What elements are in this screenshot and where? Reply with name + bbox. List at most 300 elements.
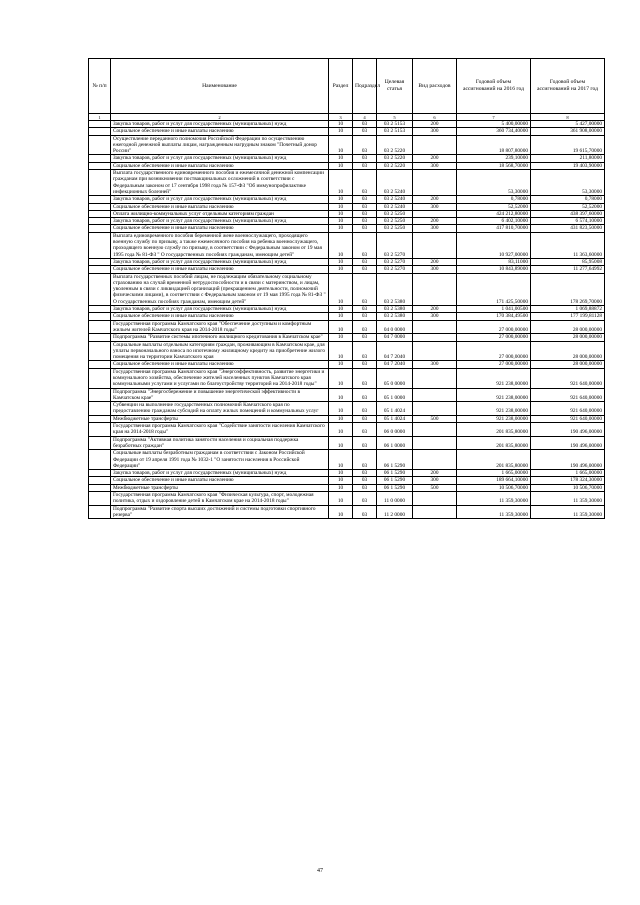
row-expense-type-cell (413, 423, 457, 437)
row-amount-2016-cell: 52,52000 (457, 203, 531, 210)
row-expense-type-cell (413, 402, 457, 416)
row-section-cell: 10 (329, 320, 353, 334)
row-number-cell (89, 135, 111, 155)
row-subsection-cell: 03 (353, 484, 377, 491)
table-row (89, 128, 605, 135)
row-article-cell: 03 2 5220 (377, 155, 413, 162)
row-article-cell: 03 2 5220 (377, 162, 413, 169)
row-subsection-cell: 03 (353, 415, 377, 422)
row-number-cell (89, 436, 111, 450)
row-expense-type-cell: 300 (413, 225, 457, 232)
row-article-cell: 06 1 5290 (377, 450, 413, 470)
column-number: 5 (377, 114, 413, 121)
row-article-cell: 04 7 0000 (377, 334, 413, 341)
row-expense-type-cell: 300 (413, 313, 457, 320)
row-expense-type-cell: 200 (413, 155, 457, 162)
row-number-cell (89, 320, 111, 334)
row-amount-2016-cell: 171 425,50000 (457, 273, 531, 305)
row-section-cell: 10 (329, 477, 353, 484)
row-article-cell: 03 2 5220 (377, 135, 413, 155)
row-article-cell: 03 2 5270 (377, 266, 413, 273)
row-section-cell: 10 (329, 492, 353, 506)
row-number-cell (89, 258, 111, 265)
row-amount-2017-cell: 28 000,00000 (531, 361, 605, 368)
row-subsection-cell: 03 (353, 128, 377, 135)
row-number-cell (89, 361, 111, 368)
row-amount-2017-cell: 1 069,88872 (531, 306, 605, 313)
row-subsection-cell: 03 (353, 218, 377, 225)
row-name-cell: Закупка товаров, работ и услуг для государственных (муниципальных) нужд (111, 306, 329, 313)
header-article: Целевая статья (377, 59, 413, 114)
row-number-cell (89, 484, 111, 491)
row-name-cell: Подпрограмма "Энергосбережение и повышение энергетической эффективности в Камчатском крае" (111, 388, 329, 402)
row-article-cell: 03 2 5153 (377, 121, 413, 128)
row-amount-2017-cell: 11 359,30000 (531, 505, 605, 519)
row-name-cell: Подпрограмма "Активная политика занятости населения и социальная поддержка безработных граждан" (111, 436, 329, 450)
row-amount-2017-cell: 190 496,00000 (531, 423, 605, 437)
row-subsection-cell: 03 (353, 170, 377, 196)
row-subsection-cell: 03 (353, 505, 377, 519)
row-article-cell: 03 2 5380 (377, 306, 413, 313)
table-row (89, 135, 605, 155)
table-row (89, 388, 605, 402)
row-section-cell: 10 (329, 196, 353, 203)
row-subsection-cell: 03 (353, 334, 377, 341)
row-number-cell (89, 477, 111, 484)
row-amount-2016-cell: 5 400,00000 (457, 121, 531, 128)
row-amount-2016-cell: 10 506,70000 (457, 484, 531, 491)
row-amount-2017-cell: 190 496,00000 (531, 436, 605, 450)
row-amount-2017-cell: 921 640,00000 (531, 368, 605, 388)
row-number-cell (89, 505, 111, 519)
table-row (89, 155, 605, 162)
table-row (89, 341, 605, 361)
row-article-cell: 03 2 5153 (377, 128, 413, 135)
row-name-cell: Закупка товаров, работ и услуг для государственных (муниципальных) нужд (111, 258, 329, 265)
header-amount-2017: Годовой объем ассигнований на 2017 год (531, 59, 605, 114)
row-section-cell: 10 (329, 470, 353, 477)
row-amount-2016-cell: 201 835,80000 (457, 436, 531, 450)
row-article-cell: 11 2 0000 (377, 505, 413, 519)
row-section-cell: 10 (329, 225, 353, 232)
table-row (89, 477, 605, 484)
row-amount-2016-cell: 0,78000 (457, 196, 531, 203)
row-section-cell: 10 (329, 232, 353, 258)
row-section-cell: 10 (329, 402, 353, 416)
row-number-cell (89, 492, 111, 506)
row-expense-type-cell: 500 (413, 484, 457, 491)
row-amount-2016-cell: 27 000,00000 (457, 361, 531, 368)
table-row (89, 258, 605, 265)
column-number: 3 (329, 114, 353, 121)
row-amount-2016-cell: 417 810,70000 (457, 225, 531, 232)
row-name-cell: Межбюджетные трансферты (111, 484, 329, 491)
row-expense-type-cell: 300 (413, 477, 457, 484)
row-amount-2017-cell: 190 496,00000 (531, 450, 605, 470)
row-expense-type-cell: 300 (413, 203, 457, 210)
row-name-cell: Межбюджетные трансферты (111, 415, 329, 422)
table-row (89, 162, 605, 169)
row-amount-2016-cell: 360 734,40000 (457, 128, 531, 135)
row-section-cell: 10 (329, 313, 353, 320)
row-amount-2016-cell: 18 807,80000 (457, 135, 531, 155)
row-amount-2016-cell: 27 000,00000 (457, 320, 531, 334)
header-number: № п/п (89, 59, 111, 114)
row-article-cell: 06 1 0000 (377, 436, 413, 450)
row-article-cell: 03 2 5250 (377, 225, 413, 232)
table-row (89, 450, 605, 470)
row-name-cell: Закупка товаров, работ и услуг для государственных (муниципальных) нужд (111, 121, 329, 128)
row-number-cell (89, 423, 111, 437)
row-amount-2016-cell: 921 238,00000 (457, 388, 531, 402)
row-subsection-cell: 03 (353, 313, 377, 320)
row-subsection-cell: 03 (353, 388, 377, 402)
row-amount-2016-cell: 189 664,10000 (457, 477, 531, 484)
row-amount-2016-cell: 53,30000 (457, 170, 531, 196)
row-section-cell: 10 (329, 341, 353, 361)
row-subsection-cell: 03 (353, 121, 377, 128)
row-name-cell: Подпрограмма "Развитие спорта высших достижений и системы подготовки спортивного резерва" (111, 505, 329, 519)
row-article-cell: 03 2 5270 (377, 258, 413, 265)
table-row (89, 334, 605, 341)
row-section-cell: 10 (329, 128, 353, 135)
table-row (89, 402, 605, 416)
row-expense-type-cell (413, 368, 457, 388)
table-row (89, 218, 605, 225)
row-amount-2016-cell: 921 238,00000 (457, 402, 531, 416)
row-amount-2017-cell: 6 574,10000 (531, 218, 605, 225)
row-name-cell: Осуществление переданного полномочия Российской Федерации по осуществлению ежегодной денежной выплаты лицам, награжденным нагрудным знаком "Почетный донор России" (111, 135, 329, 155)
row-number-cell (89, 273, 111, 305)
row-article-cell: 03 2 5250 (377, 210, 413, 217)
row-section-cell: 10 (329, 170, 353, 196)
row-amount-2017-cell: 921 640,00000 (531, 415, 605, 422)
row-amount-2017-cell: 921 640,00000 (531, 388, 605, 402)
row-name-cell: Социальное обеспечение и иные выплаты населению (111, 266, 329, 273)
row-name-cell: Закупка товаров, работ и услуг для государственных (муниципальных) нужд (111, 196, 329, 203)
row-number-cell (89, 203, 111, 210)
row-article-cell: 06 1 5290 (377, 484, 413, 491)
row-name-cell: Социальное обеспечение и иные выплаты населению (111, 361, 329, 368)
row-name-cell: Государственная программа Камчатского края "Физическая культура, спорт, молодежная политика, отдых и оздоровление детей в Камчатском крае на 2014-2018 годы" (111, 492, 329, 506)
row-amount-2017-cell: 11 277,64992 (531, 266, 605, 273)
row-amount-2016-cell: 201 835,80000 (457, 450, 531, 470)
row-expense-type-cell (413, 170, 457, 196)
table-row (89, 210, 605, 217)
row-subsection-cell: 03 (353, 266, 377, 273)
row-subsection-cell: 03 (353, 155, 377, 162)
row-subsection-cell: 03 (353, 225, 377, 232)
row-expense-type-cell: 200 (413, 470, 457, 477)
row-article-cell: 03 2 5240 (377, 203, 413, 210)
row-amount-2017-cell: 178 269,70000 (531, 273, 605, 305)
row-expense-type-cell (413, 505, 457, 519)
table-row (89, 273, 605, 305)
table-row (89, 423, 605, 437)
row-expense-type-cell: 300 (413, 162, 457, 169)
row-amount-2017-cell: 1 665,00000 (531, 470, 605, 477)
row-section-cell: 10 (329, 203, 353, 210)
row-expense-type-cell: 200 (413, 218, 457, 225)
row-article-cell: 05 1 4024 (377, 402, 413, 416)
row-name-cell: Оплата жилищно-коммунальных услуг отдельным категориям граждан (111, 210, 329, 217)
row-expense-type-cell (413, 492, 457, 506)
column-number: 4 (353, 114, 377, 121)
row-subsection-cell: 03 (353, 196, 377, 203)
row-section-cell: 10 (329, 121, 353, 128)
row-expense-type-cell: 300 (413, 361, 457, 368)
row-amount-2017-cell: 11 359,30000 (531, 492, 605, 506)
row-amount-2016-cell: 18 568,70000 (457, 162, 531, 169)
row-subsection-cell: 03 (353, 436, 377, 450)
table-row (89, 505, 605, 519)
row-amount-2016-cell: 239,10000 (457, 155, 531, 162)
table-row (89, 121, 605, 128)
table-row (89, 203, 605, 210)
row-subsection-cell: 03 (353, 492, 377, 506)
row-amount-2016-cell: 27 000,00000 (457, 341, 531, 361)
row-name-cell: Выплата государственных пособий лицам, не подлежащим обязательному социальному страхованию на случай временной нетрудоспособности и в связи с материнством, и лицам, уволенным в связи с ликвидацией организаций (прекращением деятельности, полномочий физическими лицами), в соответствии с Федеральным законом от 19 мая 1995 года № 81-ФЗ " О государственных пособиях гражданам, имеющим детей" (111, 273, 329, 305)
row-article-cell: 05 1 4024 (377, 415, 413, 422)
table-header-row (89, 59, 605, 114)
table-body (89, 114, 605, 519)
row-amount-2017-cell: 28 000,00000 (531, 341, 605, 361)
row-section-cell: 10 (329, 505, 353, 519)
row-article-cell: 03 2 5270 (377, 232, 413, 258)
header-section: Раздел (329, 59, 353, 114)
row-expense-type-cell: 300 (413, 266, 457, 273)
row-number-cell (89, 313, 111, 320)
row-name-cell: Государственная программа Камчатского края "Энергоэффективность, развитие энергетики и коммунального хозяйства, обеспечение жителей населенных пунктов Камчатского края коммунальными услугами и услугами по благоустройству территорий на 2014-2018 годы" (111, 368, 329, 388)
row-amount-2016-cell: 921 238,00000 (457, 415, 531, 422)
table-row (89, 232, 605, 258)
table-row (89, 415, 605, 422)
row-subsection-cell: 03 (353, 210, 377, 217)
row-expense-type-cell (413, 232, 457, 258)
table-row (89, 484, 605, 491)
row-name-cell: Закупка товаров, работ и услуг для государственных (муниципальных) нужд (111, 470, 329, 477)
row-section-cell: 10 (329, 436, 353, 450)
row-name-cell: Закупка товаров, работ и услуг для государственных (муниципальных) нужд (111, 218, 329, 225)
row-number-cell (89, 155, 111, 162)
row-section-cell: 10 (329, 266, 353, 273)
row-name-cell: Социальные выплаты отдельным категориям граждан, проживающим в Камчатском крае, для уплаты первоначального взноса по ипотечному жилищному кредиту на приобретение жилого помещения на территории Камчатского края (111, 341, 329, 361)
row-article-cell: 03 2 5250 (377, 218, 413, 225)
row-article-cell: 05 0 0000 (377, 368, 413, 388)
row-article-cell: 03 2 5240 (377, 170, 413, 196)
page-number: 47 (317, 868, 323, 874)
table-row (89, 313, 605, 320)
row-name-cell: Государственная программа Камчатского края "Содействие занятости населения Камчатского края на 2014-2018 годы" (111, 423, 329, 437)
row-expense-type-cell (413, 341, 457, 361)
row-number-cell (89, 210, 111, 217)
row-subsection-cell: 03 (353, 135, 377, 155)
row-name-cell: Субвенции на выполнение государственных полномочий Камчатского края по предоставлению гражданам субсидий на оплату жилых помещений и коммунальных услуг (111, 402, 329, 416)
row-amount-2016-cell: 424 212,80000 (457, 210, 531, 217)
row-article-cell: 11 0 0000 (377, 492, 413, 506)
column-number-row (89, 114, 605, 121)
row-amount-2016-cell: 10 843,89000 (457, 266, 531, 273)
row-article-cell: 06 1 5290 (377, 477, 413, 484)
row-name-cell: Социальное обеспечение и иные выплаты населению (111, 162, 329, 169)
row-amount-2017-cell: 361 908,00000 (531, 128, 605, 135)
row-number-cell (89, 402, 111, 416)
row-expense-type-cell: 500 (413, 415, 457, 422)
row-amount-2017-cell: 178 324,30000 (531, 477, 605, 484)
row-article-cell: 04 7 2040 (377, 361, 413, 368)
row-number-cell (89, 415, 111, 422)
row-amount-2017-cell: 85,95008 (531, 258, 605, 265)
column-number: 7 (457, 114, 531, 121)
table-row (89, 306, 605, 313)
row-section-cell: 10 (329, 273, 353, 305)
row-name-cell: Социальное обеспечение и иные выплаты населению (111, 477, 329, 484)
row-amount-2017-cell: 11 363,60000 (531, 232, 605, 258)
row-article-cell: 03 2 5380 (377, 273, 413, 305)
row-section-cell: 10 (329, 210, 353, 217)
row-number-cell (89, 266, 111, 273)
row-number-cell (89, 162, 111, 169)
row-article-cell: 06 0 0000 (377, 423, 413, 437)
row-expense-type-cell (413, 436, 457, 450)
row-section-cell: 10 (329, 388, 353, 402)
row-number-cell (89, 470, 111, 477)
row-amount-2016-cell: 83,11000 (457, 258, 531, 265)
table-row (89, 470, 605, 477)
row-name-cell: Социальное обеспечение и иные выплаты населению (111, 313, 329, 320)
table-row (89, 320, 605, 334)
row-subsection-cell: 03 (353, 258, 377, 265)
row-amount-2017-cell: 19 615,70000 (531, 135, 605, 155)
budget-sheet (88, 58, 604, 519)
row-amount-2017-cell: 438 397,60000 (531, 210, 605, 217)
row-number-cell (89, 341, 111, 361)
row-expense-type-cell (413, 320, 457, 334)
row-number-cell (89, 170, 111, 196)
header-expense-type: Вид расходов (413, 59, 457, 114)
row-subsection-cell: 03 (353, 232, 377, 258)
row-expense-type-cell: 200 (413, 196, 457, 203)
row-number-cell (89, 368, 111, 388)
row-amount-2017-cell: 28 000,00000 (531, 334, 605, 341)
row-article-cell: 04 0 0000 (377, 320, 413, 334)
row-amount-2016-cell: 10 927,00000 (457, 232, 531, 258)
row-section-cell: 10 (329, 162, 353, 169)
row-number-cell (89, 218, 111, 225)
row-expense-type-cell: 200 (413, 121, 457, 128)
row-expense-type-cell: 300 (413, 128, 457, 135)
row-section-cell: 10 (329, 218, 353, 225)
row-amount-2017-cell: 5 427,00000 (531, 121, 605, 128)
row-subsection-cell: 03 (353, 450, 377, 470)
row-section-cell: 10 (329, 484, 353, 491)
row-amount-2016-cell: 11 359,30000 (457, 505, 531, 519)
row-subsection-cell: 03 (353, 306, 377, 313)
row-name-cell: Социальные выплаты безработным гражданам в соответствии с Законом Российской Федерации от 19 апреля 1991 года № 1032-1 "О занятости населения в Российской Федерации" (111, 450, 329, 470)
row-subsection-cell: 03 (353, 368, 377, 388)
row-expense-type-cell (413, 450, 457, 470)
row-subsection-cell: 03 (353, 162, 377, 169)
row-article-cell: 05 1 0000 (377, 388, 413, 402)
table-row (89, 492, 605, 506)
row-section-cell: 10 (329, 450, 353, 470)
row-section-cell: 10 (329, 415, 353, 422)
row-expense-type-cell (413, 388, 457, 402)
row-amount-2017-cell: 19 403,90000 (531, 162, 605, 169)
row-name-cell: Выплата единовременного пособия беременной жене военнослужащего, проходящего военную службу по призыву, а также ежемесячного пособия на ребенка военнослужащего, проходящего военную службу по призыву, в соответствии с Федеральным законом от 19 мая 1995 года № 81-ФЗ " О государственных пособиях гражданам, имеющим детей" (111, 232, 329, 258)
row-number-cell (89, 334, 111, 341)
row-number-cell (89, 196, 111, 203)
row-amount-2017-cell: 0,78000 (531, 196, 605, 203)
row-name-cell: Социальное обеспечение и иные выплаты населению (111, 225, 329, 232)
row-expense-type-cell (413, 210, 457, 217)
row-amount-2016-cell: 6 402,10000 (457, 218, 531, 225)
table-row (89, 266, 605, 273)
row-amount-2016-cell: 201 835,80000 (457, 423, 531, 437)
row-name-cell: Государственная программа Камчатского края "Обеспечение доступным и комфортным жильем жителей Камчатского края на 2014-2018 годы" (111, 320, 329, 334)
table-row (89, 225, 605, 232)
header-name: Наименование (111, 59, 329, 114)
row-name-cell: Социальное обеспечение и иные выплаты населению (111, 128, 329, 135)
row-number-cell (89, 121, 111, 128)
row-section-cell: 10 (329, 368, 353, 388)
row-amount-2017-cell: 53,30000 (531, 170, 605, 196)
row-amount-2016-cell: 921 238,00000 (457, 368, 531, 388)
row-section-cell: 10 (329, 258, 353, 265)
column-number: 8 (531, 114, 605, 121)
row-amount-2017-cell: 52,52000 (531, 203, 605, 210)
row-section-cell: 10 (329, 423, 353, 437)
table-row (89, 361, 605, 368)
row-number-cell (89, 225, 111, 232)
row-number-cell (89, 306, 111, 313)
row-expense-type-cell (413, 273, 457, 305)
row-subsection-cell: 03 (353, 477, 377, 484)
row-subsection-cell: 03 (353, 320, 377, 334)
table-row (89, 170, 605, 196)
row-section-cell: 10 (329, 334, 353, 341)
row-article-cell: 03 2 5240 (377, 196, 413, 203)
row-section-cell: 10 (329, 361, 353, 368)
row-subsection-cell: 03 (353, 470, 377, 477)
row-amount-2016-cell: 170 384,49500 (457, 313, 531, 320)
row-expense-type-cell: 200 (413, 258, 457, 265)
row-amount-2016-cell: 1 041,00500 (457, 306, 531, 313)
row-subsection-cell: 03 (353, 341, 377, 361)
row-amount-2017-cell: 10 506,70000 (531, 484, 605, 491)
row-subsection-cell: 03 (353, 273, 377, 305)
row-amount-2016-cell: 11 359,30000 (457, 492, 531, 506)
row-amount-2017-cell: 431 823,50000 (531, 225, 605, 232)
row-section-cell: 10 (329, 135, 353, 155)
table-row (89, 436, 605, 450)
row-name-cell: Социальное обеспечение и иные выплаты населению (111, 203, 329, 210)
row-number-cell (89, 388, 111, 402)
row-amount-2016-cell: 27 000,00000 (457, 334, 531, 341)
row-article-cell: 06 1 5290 (377, 470, 413, 477)
header-amount-2016: Годовой объем ассигнований на 2016 год (457, 59, 531, 114)
row-number-cell (89, 128, 111, 135)
row-article-cell: 04 7 2040 (377, 341, 413, 361)
row-amount-2017-cell: 28 000,00000 (531, 320, 605, 334)
row-subsection-cell: 03 (353, 423, 377, 437)
row-amount-2017-cell: 921 640,00000 (531, 402, 605, 416)
row-name-cell: Выплата государственного единовременного пособия и ежемесячной денежной компенсации гражданам при возникновении поствакцинальных осложнений в соответствии с Федеральным законом от 17 сентября 1998 года № 157-ФЗ "Об иммунопрофилактике инфекционных болезней" (111, 170, 329, 196)
row-expense-type-cell: 200 (413, 306, 457, 313)
column-number: 6 (413, 114, 457, 121)
row-amount-2016-cell: 1 665,00000 (457, 470, 531, 477)
row-subsection-cell: 03 (353, 361, 377, 368)
